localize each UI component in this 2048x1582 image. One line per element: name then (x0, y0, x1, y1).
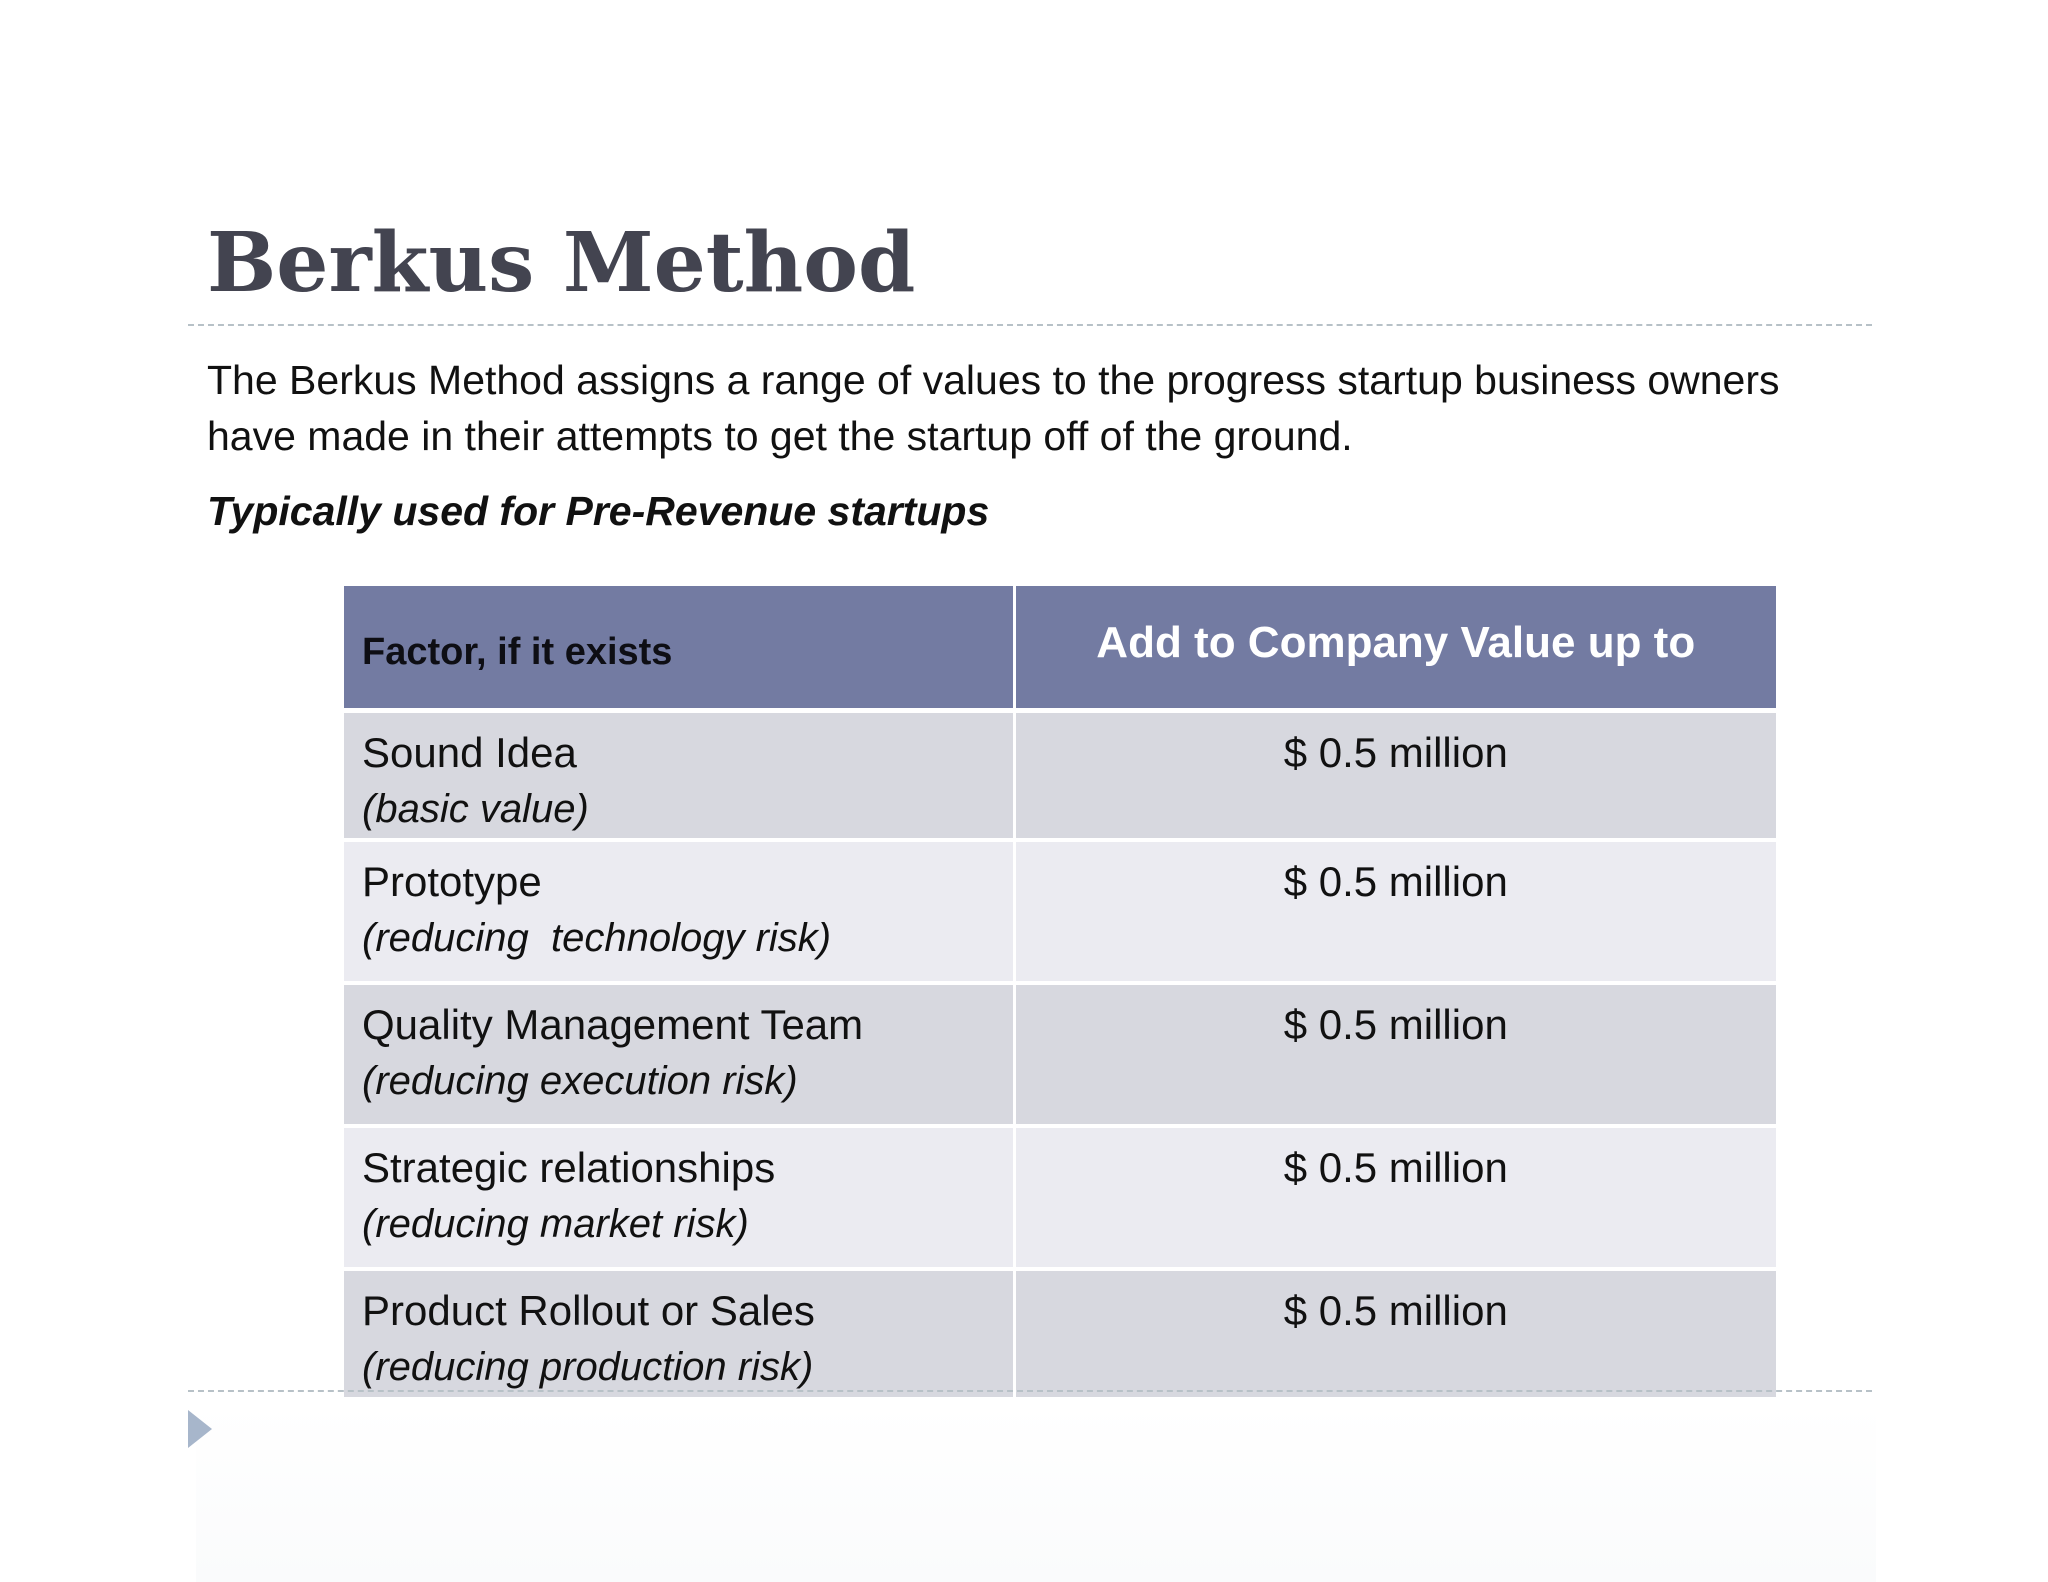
value-cell: $ 0.5 million (1014, 1269, 1776, 1397)
factor-detail: (basic value) (362, 786, 589, 831)
factor-cell (344, 710, 1014, 840)
header-factor: Factor, if it exists (344, 586, 1014, 710)
table-row (344, 983, 1776, 1126)
factor-detail: (reducing production risk) (362, 1345, 814, 1389)
value-cell: $ 0.5 million (1014, 840, 1776, 983)
factor-detail: (reducing technology risk) (362, 916, 832, 960)
berkus-factor-table (344, 586, 1776, 1397)
triangle-right-icon (188, 1410, 212, 1448)
factor-name: Quality Management Team (362, 1001, 864, 1048)
table-row (344, 1269, 1776, 1397)
table-row (344, 1126, 1776, 1269)
factor-detail: (reducing market risk) (362, 1202, 749, 1246)
factor-detail: (reducing execution risk) (362, 1059, 798, 1103)
factor-name: Sound Idea (362, 728, 577, 776)
table-header-row (344, 586, 1776, 710)
factor-name: Strategic relationships (362, 1144, 776, 1191)
slide-title: Berkus Method (207, 215, 916, 311)
footer-divider (188, 1390, 1872, 1392)
factor-name: Product Rollout or Sales (362, 1287, 815, 1334)
value-cell: $ 0.5 million (1014, 710, 1776, 840)
factor-cell (344, 1126, 1014, 1269)
title-divider (188, 324, 1872, 326)
value-cell: $ 0.5 million (1014, 983, 1776, 1126)
factor-cell (344, 983, 1014, 1126)
factor-cell (344, 840, 1014, 983)
usage-note: Typically used for Pre-Revenue startups (207, 488, 990, 534)
table-row (344, 710, 1776, 840)
header-value: Add to Company Value up to (1014, 586, 1776, 710)
table-row (344, 840, 1776, 983)
factor-cell (344, 1269, 1014, 1397)
slide-footer-band (196, 1404, 1876, 1582)
factor-name: Prototype (362, 858, 542, 905)
intro-paragraph: The Berkus Method assigns a range of values to the progress startup business owners have made in their attempts to get the startup off of the ground. (207, 357, 1780, 459)
value-cell: $ 0.5 million (1014, 1126, 1776, 1269)
